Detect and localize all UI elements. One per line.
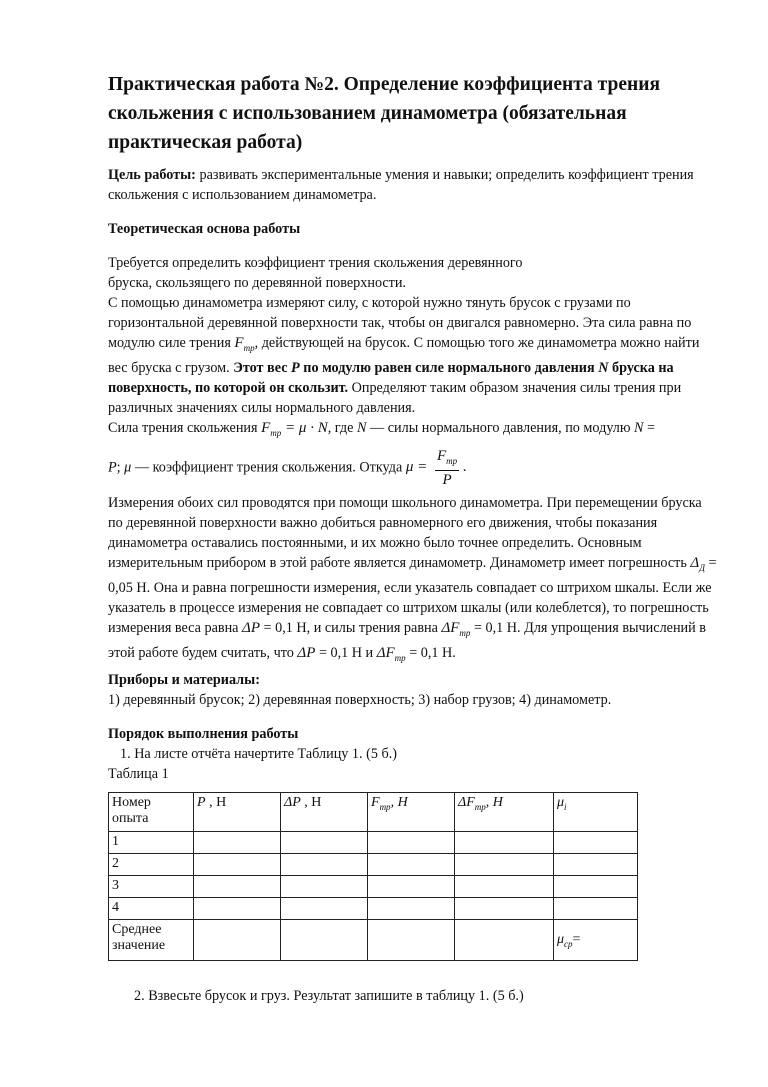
procedure-heading: Порядок выполнения работы [108, 726, 299, 742]
table-label: Таблица 1 [108, 766, 169, 782]
table-row-mean [109, 920, 638, 961]
equipment-heading: Приборы и материалы: [108, 672, 260, 688]
dynamometer-error-symbol: $\Delta_Д$ [690, 555, 705, 573]
header-weight: P , Н [194, 793, 281, 832]
procedure-step-1: 1. На листе отчёта начертите Таблицу 1. (5 б.) [120, 746, 397, 762]
header-friction-force: $F_{тр}$, H [368, 793, 455, 832]
theory-heading: Теоретическая основа работы [108, 221, 301, 237]
header-mu: $\mu_i$ [554, 793, 638, 832]
results-table [108, 792, 638, 961]
mean-label: Среднее значение [109, 920, 194, 961]
bold-statement: Этот вес P по модулю равен силе нормального давления N бруска на поверхность, по которой он скользит. [108, 360, 674, 396]
goal-label: Цель работы: [108, 167, 196, 183]
theory-paragraph-2: С помощью динамометра измеряют силу, с которой нужно тянуть брусок с грузами по горизонтальной деревянной поверхности так, чтобы он двигался равномерно. Эта сила равна по модулю силе трения $F_{тр}$, действующей на брусок. С помощью того же динамометра можно найти вес бруска с грузом. Этот вес P по модулю равен силе нормального давления N бруска на поверхность, по которой он скользит. Определяют таким образом значения силы трения при различных значениях силы нормального давления. [108, 295, 700, 416]
mean-mu: $\mu_{ср}=$ [554, 920, 638, 961]
goal-paragraph [108, 165, 718, 205]
theory-paragraph-4: P; μ — коэффициент трения скольжения. Откуда μ = $\frac{F_{тр}}{P}$ . [108, 448, 467, 488]
document-page [108, 70, 718, 961]
procedure-step-2: 2. Взвесьте брусок и груз. Результат запишите в таблицу 1. (5 б.) [134, 988, 524, 1005]
header-experiment-number: Номер опыта [109, 793, 194, 832]
table-header-row [109, 793, 638, 832]
table-row: 2 [109, 854, 638, 876]
mu-formula: μ = $\frac{F_{тр}}{P}$ . [405, 448, 467, 488]
theory-paragraph-1: Требуется определить коэффициент трения скольжения деревянного бруска, скользящего по деревянной поверхности. [108, 255, 523, 291]
table-row: 4 [109, 898, 638, 920]
goal-text: развивать экспериментальные умения и навыки; определить коэффициент трения скольжения с использованием динамометра. [108, 167, 694, 203]
weight-error-symbol: ΔP [242, 620, 260, 636]
table-row: 1 [109, 832, 638, 854]
table-row: 3 [109, 876, 638, 898]
equipment-list: 1) деревянный брусок; 2) деревянная поверхность; 3) набор грузов; 4) динамометр. [108, 692, 612, 708]
friction-formula: $F_{тр} = \mu \cdot N$ [261, 420, 328, 438]
page-title: Практическая работа №2. Определение коэффициента трения скольжения с использованием динамометра (обязательная практическая работа) [108, 74, 660, 153]
theory-paragraph-5: Измерения обоих сил проводятся при помощи школьного динамометра. При перемещении бруска по деревянной поверхности важно добиться равномерного его движения, чтобы показания динамометра оставались постоянными, и их можно было точнее определить. Основным измерительным прибором в этой работе является динамометр. Динамометр имеет погрешность $\Delta_Д = 0,05$ Н. Она и равна погрешности измерения, если указатель совпадает со штрихом шкалы. Если же указатель в процессе измерения не совпадает со штрихом шкалы (или колеблется), то погрешность измерения веса равна ΔP = 0,1 Н, и силы трения равна $\Delta F_{тр} = 0,1$ Н. Для упрощения вычислений в этой работе будем считать, что ΔP = 0,1 Н и $\Delta F_{тр} = 0,1$ Н. [108, 495, 717, 663]
theory-paragraph-3: Сила трения скольжения $F_{тр} = \mu \cdot N$, где N — силы нормального давления, по модулю N = [108, 420, 656, 438]
friction-error-symbol: $\Delta F_{тр}$ [441, 620, 471, 638]
friction-force-symbol: $F_{тр}$ [234, 335, 255, 353]
header-friction-error: $\Delta F_{тр}$, H [455, 793, 554, 832]
header-weight-error: ΔP , Н [281, 793, 368, 832]
